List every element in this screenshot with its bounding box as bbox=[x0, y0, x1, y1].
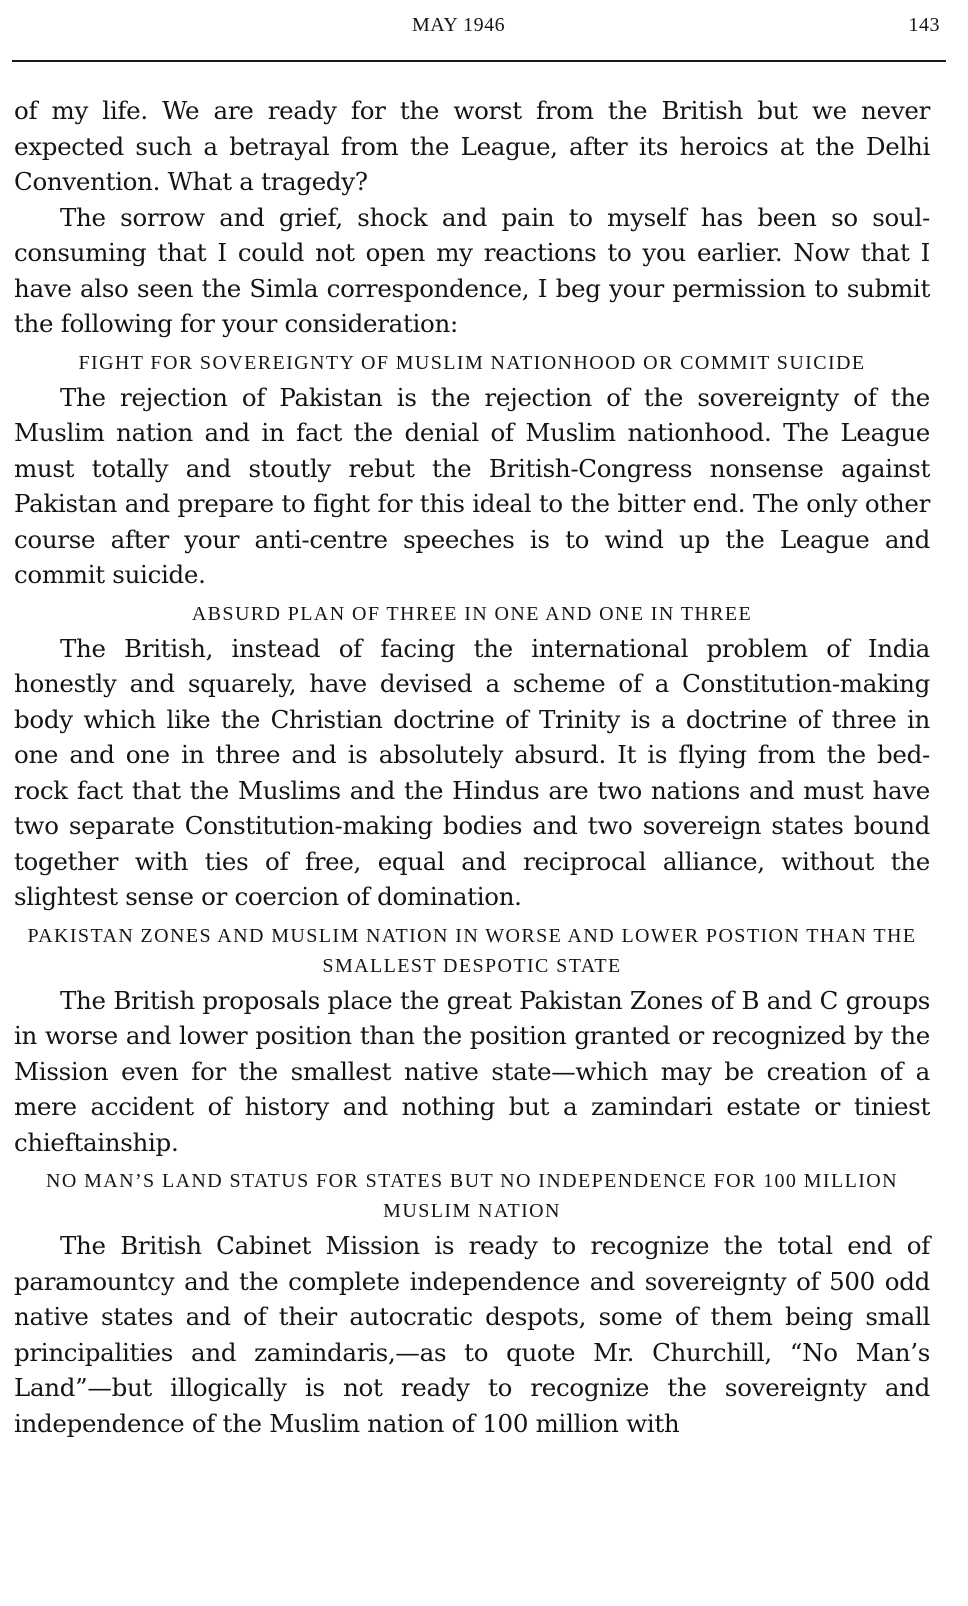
body-text bbox=[14, 93, 930, 1441]
page-number: 143 bbox=[908, 14, 940, 36]
section-heading-no-mans-land: NO MAN’S LAND STATUS FOR STATES BUT NO INDEPENDENCE FOR 100 MILLION MUSLIM NATION bbox=[46, 1170, 898, 1222]
section-heading-pakistan-zones: PAKISTAN ZONES AND MUSLIM NATION IN WORSE AND LOWER POSTION THAN THE SMALLEST DESPOTIC STATE bbox=[27, 924, 917, 977]
header-rule bbox=[12, 60, 946, 62]
section-heading-sovereignty: FIGHT FOR SOVEREIGNTY OF MUSLIM NATIONHOOD OR COMMIT SUICIDE bbox=[78, 351, 866, 374]
paragraph-british-proposals: The British proposals place the great Pakistan Zones of B and C groups in worse and lower position than the position granted or recognized by the Mission even for the smallest native state—which may be creation of a mere accident of history and nothing but a zamindari estate or tiniest chieftainship. bbox=[14, 985, 930, 1157]
section-heading-absurd-plan: ABSURD PLAN OF THREE IN ONE AND ONE IN THREE bbox=[191, 602, 753, 625]
running-header bbox=[12, 14, 940, 46]
paragraph-cabinet-mission: The British Cabinet Mission is ready to recognize the total end of paramountcy and the complete independence and sovereignty of 500 odd native states and of their autocratic despots, some of them being small principalities and zamindaris,—as to quote Mr. Churchill, “No Man’s Land”—but illogically is not ready to recognize the sovereignty and independence of the Muslim nation of 100 million with bbox=[14, 1231, 930, 1438]
paragraph-constitution-making-body: The British, instead of facing the international problem of India honestly and squarely, have devised a scheme of a Constitution-making body which like the Christian doctrine of Trinity is a doctrine of three in one and one in three and is absolutely absurd. It is flying from the bed-rock fact that the Muslims and the Hindus are two nations and must have two separate Constitution-making bodies and two sovereign states bound together with ties of free, equal and reciprocal alliance, without the slightest sense or coercion of domination. bbox=[14, 633, 930, 911]
running-title: MAY 1946 bbox=[412, 14, 506, 36]
paragraph-sorrow-and-grief: The sorrow and grief, shock and pain to myself has been so soul-consuming that I could not open my reactions to you earlier. Now that I have also seen the Simla correspondence, I beg your permission to submit the following for your consideration: bbox=[14, 202, 930, 338]
paragraph-continued: of my life. We are ready for the worst from the British but we never expected such a betrayal from the League, after its heroics at the Delhi Convention. What a tragedy? bbox=[14, 96, 930, 196]
paragraph-rejection-of-pakistan: The rejection of Pakistan is the rejection of the sovereignty of the Muslim nation and in fact the denial of Muslim nationhood. The League must totally and stoutly rebut the British-Congress nonsense against Pakistan and prepare to fight for this ideal to the bitter end. The only other course after your anti-centre speeches is to wind up the League and commit suicide. bbox=[14, 382, 930, 589]
